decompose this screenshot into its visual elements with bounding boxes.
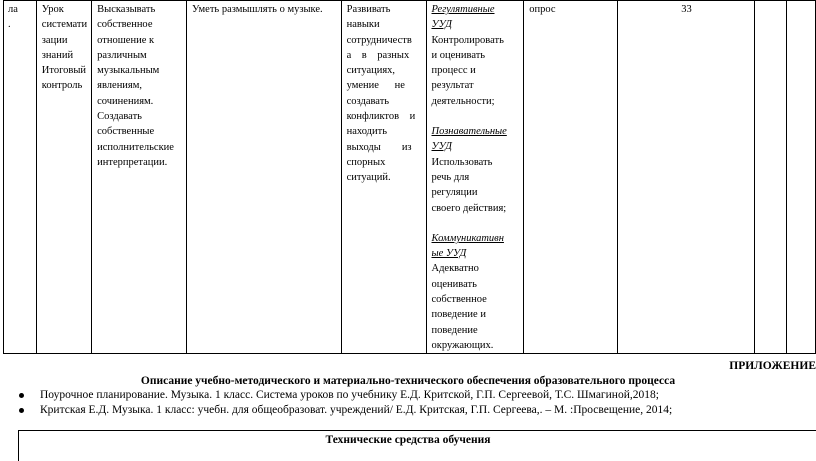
cell-line: деятельности; xyxy=(431,95,495,107)
cell-line: Уметь размышлять о музыке. xyxy=(192,4,323,15)
section-heading: Описание учебно-методического и материально-технического обеспечения образовательного процесса xyxy=(140,375,676,387)
cell-line: Контролировать xyxy=(431,34,504,46)
uud-cognitive-title: Познавательные xyxy=(431,126,507,138)
cell-line: сотрудничеств xyxy=(346,34,412,46)
bullet-icon xyxy=(19,408,24,413)
cell-line: сочинениям. xyxy=(97,95,154,107)
cell-line: и оценивать xyxy=(431,49,486,61)
control-form-cell xyxy=(524,1,618,354)
cell-line: ситуациях, xyxy=(346,65,396,77)
cell-line: интерпретации. xyxy=(97,156,168,168)
cell-line: Урок xyxy=(41,4,64,15)
cell-line: знаний xyxy=(41,49,74,61)
cell-line: . xyxy=(8,19,11,31)
cell-line: собственные xyxy=(97,126,155,138)
cell-line: музыкальным xyxy=(97,65,160,77)
cell-line: умение не xyxy=(346,80,405,92)
uud-communicative-title: Коммуникативн xyxy=(431,232,504,244)
subject-results-cell xyxy=(187,1,342,354)
personal-results-cell xyxy=(341,1,426,354)
extra-cell-2 xyxy=(787,1,816,354)
cell-line: Использовать xyxy=(431,156,493,168)
uud-cell xyxy=(426,1,524,354)
spacer xyxy=(432,109,520,124)
cell-line: процесс и xyxy=(431,65,476,77)
cell-line: контроль xyxy=(41,80,83,92)
cell-line: ла xyxy=(8,4,18,15)
cell-line: поведение xyxy=(431,324,478,336)
list-item xyxy=(0,403,816,418)
cell-line: создавать xyxy=(346,95,390,107)
cell-line: отношение к xyxy=(97,34,155,46)
reference-text: Критская Е.Д. Музыка. 1 класс: учебн. для общеобразоват. учреждений/ Е.Д. Критская, Г.П. Сергеева,. – М. :Просвещение, 2014; xyxy=(40,404,673,416)
references-list xyxy=(0,388,816,418)
list-item xyxy=(0,388,816,403)
cell-line: выходы из xyxy=(346,141,412,153)
bullet-icon xyxy=(19,393,24,398)
cell-line: ситуаций. xyxy=(346,172,391,184)
cell-line: Высказывать xyxy=(97,4,156,15)
cell-line: навыки xyxy=(346,19,380,31)
cell-line: окружающих. xyxy=(431,339,494,351)
lesson-type-cell xyxy=(36,1,91,354)
cell-line: различным xyxy=(97,49,147,61)
cell-line: зации xyxy=(41,34,68,46)
cell-line: поведение и xyxy=(431,309,486,321)
cell-line: 33 xyxy=(681,4,692,15)
cell-line: а в разных xyxy=(346,49,410,61)
cell-line: исполнительские xyxy=(97,141,174,153)
cell-line: конфликтов и xyxy=(346,111,416,123)
cell-line: регуляции xyxy=(431,187,478,199)
cell-line: оценивать xyxy=(431,278,477,290)
spacer xyxy=(432,216,520,231)
row-number-cell xyxy=(4,1,37,354)
cell-line: Адекватно xyxy=(431,263,479,275)
cell-line: явлениям, xyxy=(97,80,143,92)
cell-line: системати xyxy=(41,19,88,31)
cell-line: Развивать xyxy=(346,4,391,15)
appendix-label: ПРИЛОЖЕНИЕ xyxy=(729,360,816,372)
cell-line: находить xyxy=(346,126,388,138)
lesson-plan-table xyxy=(3,0,816,354)
uud-regulatory-title: УУД xyxy=(431,19,452,31)
uud-regulatory-title: Регулятивные xyxy=(431,4,495,15)
cell-line: опрос xyxy=(529,4,556,15)
uud-cognitive-title: УУД xyxy=(431,141,452,153)
extra-cell-1 xyxy=(754,1,787,354)
lesson-number-cell xyxy=(618,1,754,354)
table-row xyxy=(4,1,816,354)
cell-line: своего действия; xyxy=(431,202,507,214)
activity-cell xyxy=(92,1,187,354)
cell-line: Создавать xyxy=(97,111,142,123)
cell-line: собственное xyxy=(97,19,153,31)
cell-line: собственное xyxy=(431,294,487,306)
reference-text: Поурочное планирование. Музыка. 1 класс. Система уроков по учебнику Е.Д. Критской, Г.П. Сергеевой, Т.С. Шмагиной,2018; xyxy=(40,389,659,401)
tech-heading: Технические средства обучения xyxy=(325,434,491,446)
cell-line: результат xyxy=(431,80,474,92)
cell-line: Итоговый xyxy=(41,65,86,77)
cell-line: речь для xyxy=(431,171,470,183)
cell-line: спорных xyxy=(346,156,386,168)
uud-communicative-title: ые УУД xyxy=(431,248,467,260)
